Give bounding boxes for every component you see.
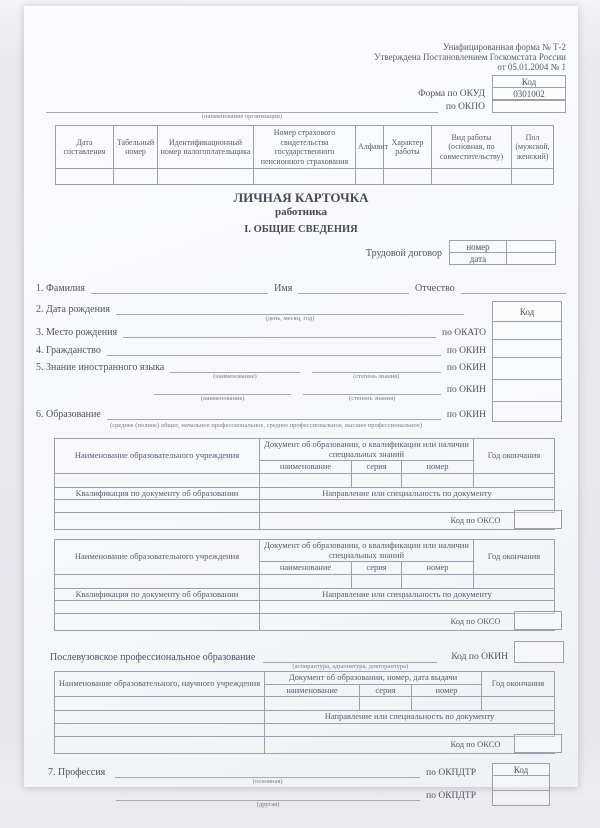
profession-other-caption: (другая) <box>256 800 280 808</box>
approval-block <box>36 42 566 72</box>
profession-row-main <box>36 764 566 785</box>
profession-main-line <box>115 765 420 785</box>
edu2-year-header: Год окончания <box>474 540 555 575</box>
edu1-okso-row <box>55 513 555 530</box>
sci-subheader-name: наименование <box>265 684 360 697</box>
okin-code-cell-citizenship <box>492 339 562 358</box>
employee-summary-table <box>55 125 554 185</box>
edu2-direction-header: Направление или специальность по документу <box>260 588 555 601</box>
okin-code-cell-language-2 <box>492 379 562 402</box>
contract-number-label: номер <box>449 240 507 253</box>
col-header-alphabet: Алфавит <box>356 126 384 169</box>
language-degree-line-2 <box>303 382 440 402</box>
field-5-label: 5. Знание иностранного языка <box>36 362 165 373</box>
code-header-cell: Код <box>492 75 566 88</box>
sci-subheader-number: номер <box>412 684 482 697</box>
col-header-inn: Идентификационный номер налогоплательщика <box>158 126 254 169</box>
okpo-label: по ОКПО <box>445 102 485 112</box>
sci-empty-cell <box>55 711 265 724</box>
field-5-row-2 <box>36 380 566 402</box>
field-6-label: 6. Образование <box>36 409 101 420</box>
edu1-subheader-name: наименование <box>260 461 352 474</box>
name-label: Имя <box>274 283 293 294</box>
edu2-document-header: Документ об образовании, о квалификации или наличии специальных знаний <box>260 540 474 562</box>
col-header-date: Дата составления <box>56 126 114 169</box>
sci-okso-label: Код по ОКСО <box>265 736 555 753</box>
summary-empty-row <box>56 169 554 185</box>
postgraduate-caption: (аспирантура, адъюнктура, докторантура) <box>292 663 409 670</box>
approval-line-1: Унифицированная форма № Т-2 <box>442 42 566 52</box>
okud-row <box>36 88 566 100</box>
col-header-work-nature: Характер работы <box>384 126 432 169</box>
okin-label-citizenship: по ОКИН <box>446 346 486 356</box>
surname-line <box>91 281 268 294</box>
sci-subheader-series: серия <box>360 684 412 697</box>
okpdtr-code-cell-2 <box>492 790 550 806</box>
form-t2-page <box>24 6 578 808</box>
edu2-empty-row-2 <box>55 601 555 614</box>
col-header-insurance-number: Номер страхового свидетельства государственного пенсионного страхования <box>254 126 356 169</box>
sci-empty-row-2 <box>55 723 555 736</box>
language-name-line-2 <box>154 382 291 402</box>
okpdtr-label-1: по ОКПДТР <box>426 767 476 778</box>
contract-date-label: дата <box>449 252 507 265</box>
form-title: ЛИЧНАЯ КАРТОЧКА <box>233 190 369 205</box>
okpdtr-label-2: по ОКПДТР <box>426 790 476 801</box>
okin-label-language-2: по ОКИН <box>446 385 486 395</box>
okin-code-cell-postgraduate <box>514 641 564 663</box>
profession-main-caption: (основная) <box>252 777 283 785</box>
edu1-qualification-header: Квалификация по документу об образовании <box>55 487 260 500</box>
language-degree-caption-1: (степень знания) <box>353 373 400 380</box>
okin-code-cell-education <box>492 401 562 422</box>
edu1-year-header: Год окончания <box>474 439 555 474</box>
okato-code-cell <box>492 321 562 340</box>
birth-date-line <box>116 302 464 322</box>
patronymic-line <box>461 281 566 294</box>
labor-contract-label: Трудовой договор <box>365 247 442 259</box>
field-2-row <box>36 302 566 322</box>
language-name-line-1 <box>170 360 299 380</box>
col-header-work-type: Вид работы (основная, по совместительству) <box>432 126 512 169</box>
education-table-1 <box>54 438 554 530</box>
okato-label: по ОКАТО <box>442 328 486 338</box>
field-3-row <box>36 322 566 340</box>
section-1-heading: I. ОБЩИЕ СВЕДЕНИЯ <box>244 224 358 235</box>
edu2-okso-code-cell <box>514 611 562 630</box>
field-3-label: 3. Место рождения <box>36 327 118 338</box>
labor-contract-block <box>36 241 556 265</box>
field-6-row <box>36 402 566 422</box>
edu1-empty-row-2 <box>55 500 555 513</box>
postgraduate-row <box>36 641 564 670</box>
edu1-subheader-series: серия <box>352 461 402 474</box>
birth-date-caption: (день, месяц, год) <box>265 315 315 322</box>
edu1-direction-header: Направление или специальность по документу <box>260 487 555 500</box>
field-7-label: 7. Профессия <box>48 766 106 778</box>
name-line <box>298 281 409 294</box>
labor-contract-table <box>450 241 556 265</box>
organization-caption: (наименование организации) <box>201 113 282 120</box>
okud-label: Форма по ОКУД <box>418 89 485 99</box>
profession-other-line <box>116 788 420 808</box>
edu2-subheader-name: наименование <box>260 562 352 575</box>
edu2-qualification-header: Квалификация по документу об образовании <box>55 588 260 601</box>
language-name-caption-2: (наименование) <box>200 395 245 402</box>
approval-line-3: от 05.01.2004 № 1 <box>497 62 566 72</box>
sci-year-header: Год окончания <box>482 672 555 697</box>
okin-code-cell-language-1 <box>492 357 562 380</box>
edu2-empty-row <box>55 574 555 588</box>
col-header-sex: Пол (мужской, женский) <box>512 126 554 169</box>
code-header-row <box>36 76 566 88</box>
sci-direction-header: Направление или специальность по документу <box>265 711 555 724</box>
field-1-label: 1. Фамилия <box>36 283 85 294</box>
edu1-institution-header: Наименование образовательного учреждения <box>55 439 260 474</box>
language-degree-caption-2: (степень знания) <box>349 395 396 402</box>
edu1-okso-code-cell <box>514 510 562 529</box>
patronymic-label: Отчество <box>415 283 455 294</box>
sci-okso-code-cell <box>514 734 562 753</box>
edu2-subheader-number: номер <box>402 562 474 575</box>
profession-code-header: Код <box>492 763 550 776</box>
education-levels-caption: (среднее (полное) общее, начальное профессиональное, среднее профессиональное, высшее профессиональное) <box>110 422 422 429</box>
profession-block <box>36 764 566 828</box>
okin-label-education: по ОКИН <box>446 410 486 420</box>
field-1-name-row <box>36 278 566 294</box>
edu2-subheader-series: серия <box>352 562 402 575</box>
field-2-label: 2. Дата рождения <box>36 304 110 315</box>
edu1-subheader-number: номер <box>402 461 474 474</box>
profession-code-column <box>492 764 550 806</box>
field-4-row <box>36 340 566 358</box>
code-column-header: Код <box>492 301 562 322</box>
sci-institution-header: Наименование образовательного, научного учреждения <box>55 672 265 697</box>
citizenship-line <box>107 343 441 356</box>
col-header-personnel-number: Табельный номер <box>114 126 158 169</box>
okpo-org-row <box>36 100 566 120</box>
edu1-document-header: Документ об образовании, о квалификации или наличии специальных знаний <box>260 439 474 461</box>
edu2-institution-header: Наименование образовательного учреждения <box>55 540 260 575</box>
general-info-fields <box>36 302 566 430</box>
field-4-label: 4. Гражданство <box>36 345 101 356</box>
okud-value-cell: 0301002 <box>492 87 566 100</box>
edu1-okso-label: Код по ОКСО <box>260 513 555 530</box>
education-table-2 <box>54 539 554 631</box>
language-name-caption-1: (наименование) <box>213 373 257 380</box>
form-subtitle: работника <box>274 206 328 218</box>
sci-empty-row <box>55 697 555 711</box>
scientific-education-table <box>54 671 554 754</box>
birth-place-line <box>123 325 436 338</box>
sci-document-header: Документ об образовании, номер, дата выдачи <box>265 672 482 685</box>
okpdtr-code-cell-1 <box>492 775 550 791</box>
postgraduate-label: Послевузовское профессиональное образование <box>50 652 256 663</box>
sci-okso-row <box>55 736 555 753</box>
edu2-okso-row <box>55 614 555 631</box>
okpo-value-cell <box>492 100 566 113</box>
contract-date-cell <box>506 252 556 265</box>
edu1-empty-row <box>55 473 555 487</box>
profession-row-other <box>36 787 566 808</box>
okin-label-language-1: по ОКИН <box>446 363 486 373</box>
approval-line-2: Утверждена Постановлением Госкомстата России <box>374 52 566 62</box>
language-degree-line-1 <box>312 360 441 380</box>
edu2-okso-label: Код по ОКСО <box>260 614 555 631</box>
education-line <box>107 407 441 420</box>
organization-name-line <box>46 100 438 120</box>
field-5-row-1 <box>36 358 566 380</box>
okin-label-postgraduate: Код по ОКИН <box>451 652 508 662</box>
postgraduate-line <box>263 650 437 670</box>
